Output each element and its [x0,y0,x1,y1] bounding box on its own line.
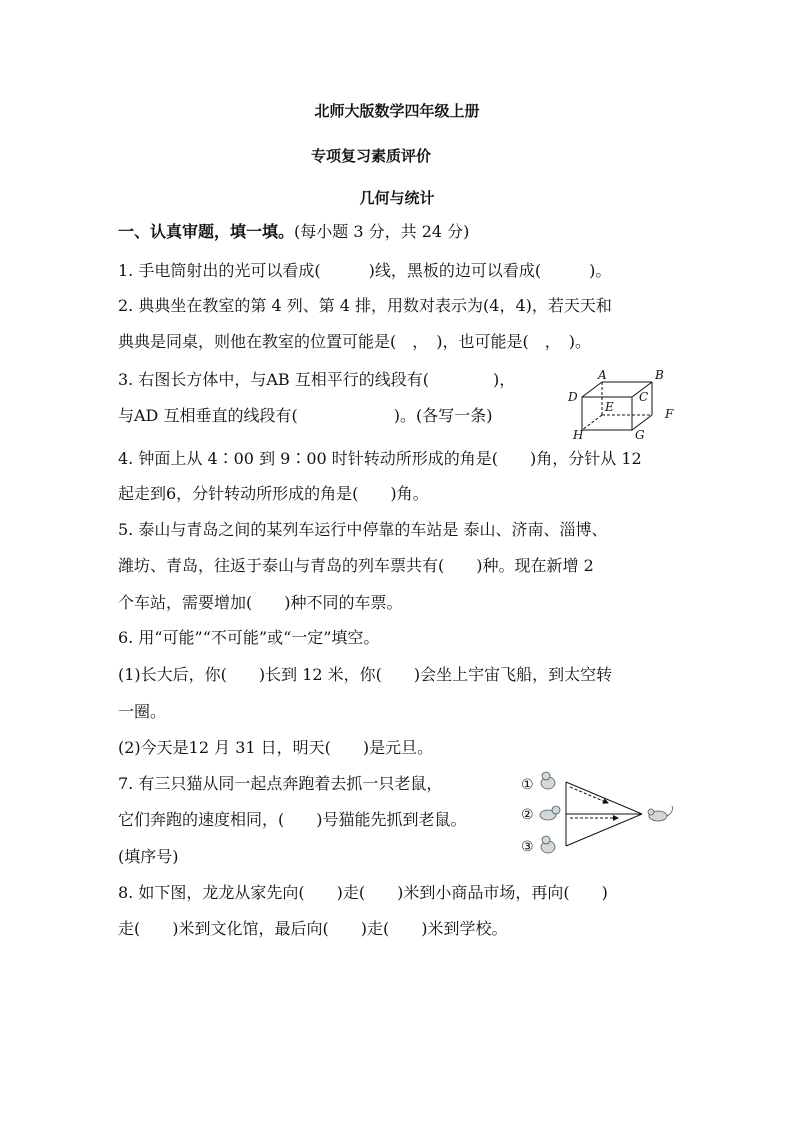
q2-line-a: 2. 典典坐在教室的第 4 列、第 4 排，用数对表示为(4，4)，若天天和 [118,296,612,315]
q6-line: 6. 用“可能”“不可能”或“一定”填空。 [118,628,380,647]
q4-line-b: 起走到6，分针转动所形成的角是( )角。 [118,484,429,503]
q6-2-line: (2)今天是12 月 31 日，明天( )是元旦。 [118,738,434,757]
cuboid-label-f: F [665,407,674,421]
cuboid-label-g: G [635,428,645,442]
q5-line-b: 潍坊、青岛，往返于泰山与青岛的列车票共有( )种。现在新增 2 [118,556,594,575]
mouse-icon [648,806,672,821]
cats-figure [518,770,678,860]
section-note: (每小题 3 分，共 24 分) [294,222,470,241]
q3-line-b: 与AD 互相垂直的线段有( )。(各写一条) [118,406,493,425]
q8-line-b: 走( )米到文化馆，最后向( )走( )米到学校。 [118,919,508,938]
cuboid-label-a: A [598,368,607,382]
cuboid-label-d: D [568,390,578,404]
q5-line-c: 个车站，需要增加( )种不同的车票。 [118,593,403,612]
q4-line-a: 4. 钟面上从 4∶00 到 9∶00 时针转动所形成的角是( )角，分针从 12 [118,449,642,468]
cuboid-label-e: E [605,400,614,414]
header-topic: 几何与统计 [359,189,435,207]
cat-number-2: ② [521,807,534,823]
cuboid-label-c: C [639,390,649,404]
cat-number-3: ③ [521,839,534,855]
cat-number-1: ① [521,777,534,793]
q6-1-line-b: 一圈。 [118,702,167,721]
q5-line-a: 5. 泰山与青岛之间的某列车运行中停靠的车站是 泰山、济南、淄博、 [118,520,608,539]
header-series: 专项复习素质评价 [310,147,431,165]
q2-line-b: 典典是同桌，则他在教室的位置可能是( ， )，也可能是( ， )。 [118,332,591,351]
section-heading [118,222,469,242]
q3-line-a: 3. 右图长方体中，与AB 互相平行的线段有( )， [118,370,516,389]
cuboid-figure [562,368,682,443]
q7-line-c: (填序号) [118,847,179,866]
cat-icon [540,772,560,853]
cuboid-label-h: H [573,428,584,442]
section-title: 一、认真审题，填一填。 [118,222,295,241]
q7-line-a: 7. 有三只猫从同一起点奔跑着去抓一只老鼠， [118,774,443,793]
q8-line-a: 8. 如下图，龙龙从家先向( )走( )米到小商品市场，再向( ) [118,883,608,902]
q6-1-line-a: (1)长大后，你( )长到 12 米，你( )会坐上宇宙飞船，到太空转 [118,665,613,684]
cuboid-label-b: B [655,368,664,382]
q1-line: 1. 手电筒射出的光可以看成( )线，黑板的边可以看成( )。 [118,261,612,280]
q7-line-b: 它们奔跑的速度相同，( )号猫能先抓到老鼠。 [118,810,467,829]
header-book: 北师大版数学四年级上册 [314,102,480,120]
